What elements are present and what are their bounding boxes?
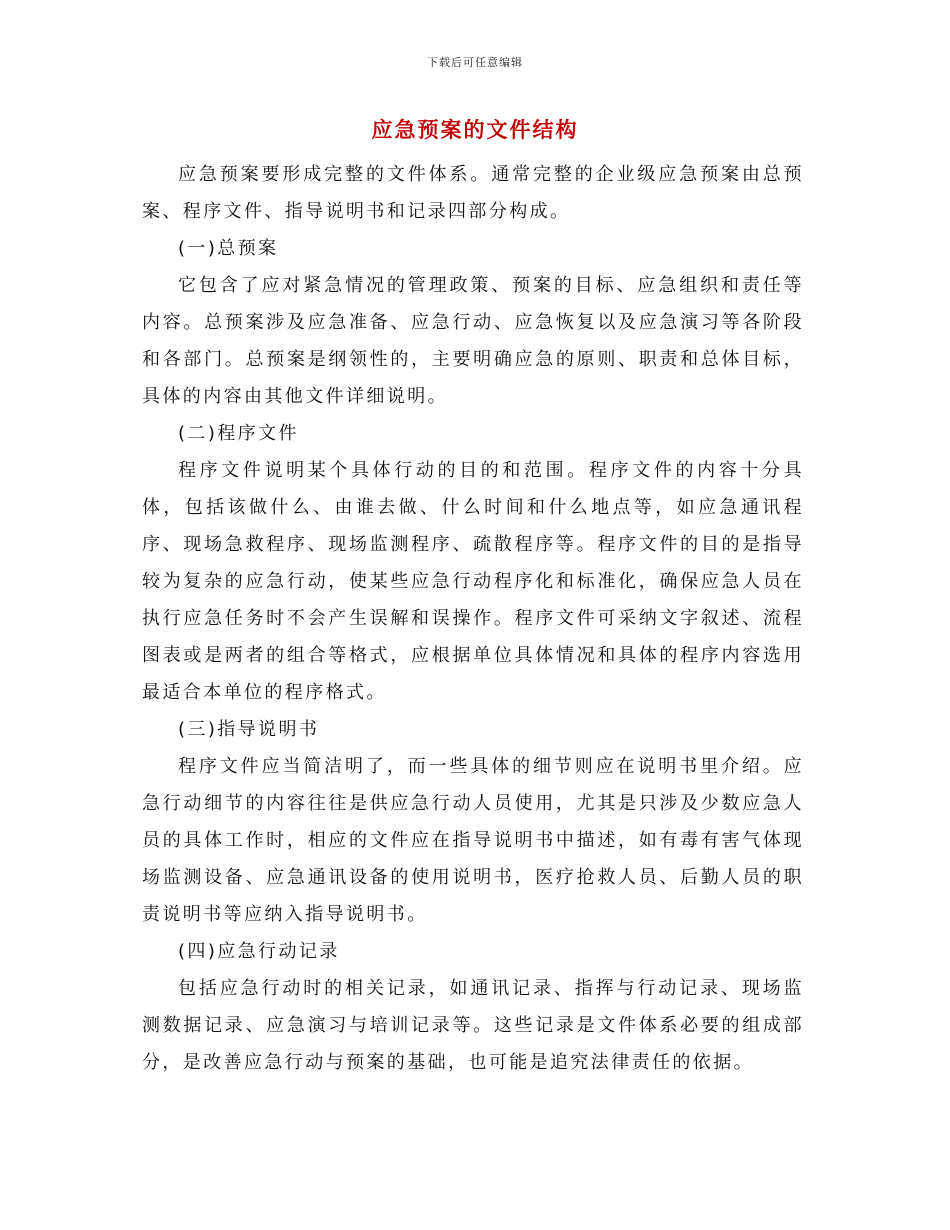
- intro-paragraph: 应急预案要形成完整的文件体系。通常完整的企业级应急预案由总预案、程序文件、指导说明书和记录四部分构成。: [142, 164, 804, 222]
- section-heading-3: (三)指导说明书: [178, 719, 320, 740]
- section-paragraph-3: 程序文件应当简洁明了，而一些具体的细节则应在说明书里介绍。应急行动细节的内容往往是供应急行动人员使用，尤其是只涉及少数应急人员的具体工作时，相应的文件应在指导说明书中描述，如有毒有害气体现场监测设备、应急通讯设备的使用说明书，医疗抢救人员、后勤人员的职责说明书等应纳入指导说明书。: [142, 756, 804, 925]
- section-heading-1: (一)总预案: [178, 238, 279, 259]
- document-body: [142, 156, 804, 1081]
- section-paragraph-1: 它包含了应对紧急情况的管理政策、预案的目标、应急组织和责任等内容。总预案涉及应急准备、应急行动、应急恢复以及应急演习等各阶段和各部门。总预案是纲领性的，主要明确应急的原则、职责和总体目标，具体的内容由其他文件详细说明。: [142, 275, 804, 407]
- header-note: 下载后可任意编辑: [427, 56, 523, 69]
- section-heading-4: (四)应急行动记录: [178, 941, 340, 962]
- document-title: 应急预案的文件结构: [371, 118, 579, 142]
- section-paragraph-4: 包括应急行动时的相关记录，如通讯记录、指挥与行动记录、现场监测数据记录、应急演习与培训记录等。这些记录是文件体系必要的组成部分，是改善应急行动与预案的基础，也可能是追究法律责任的依据。: [142, 978, 804, 1073]
- section-paragraph-2: 程序文件说明某个具体行动的目的和范围。程序文件的内容十分具体，包括该做什么、由谁去做、什么时间和什么地点等，如应急通讯程序、现场急救程序、现场监测程序、疏散程序等。程序文件的目的是指导较为复杂的应急行动，使某些应急行动程序化和标准化，确保应急人员在执行应急任务时不会产生误解和误操作。程序文件可采纳文字叙述、流程图表或是两者的组合等格式，应根据单位具体情况和具体的程序内容选用最适合本单位的程序格式。: [142, 460, 804, 703]
- section-heading-2: (二)程序文件: [178, 423, 299, 444]
